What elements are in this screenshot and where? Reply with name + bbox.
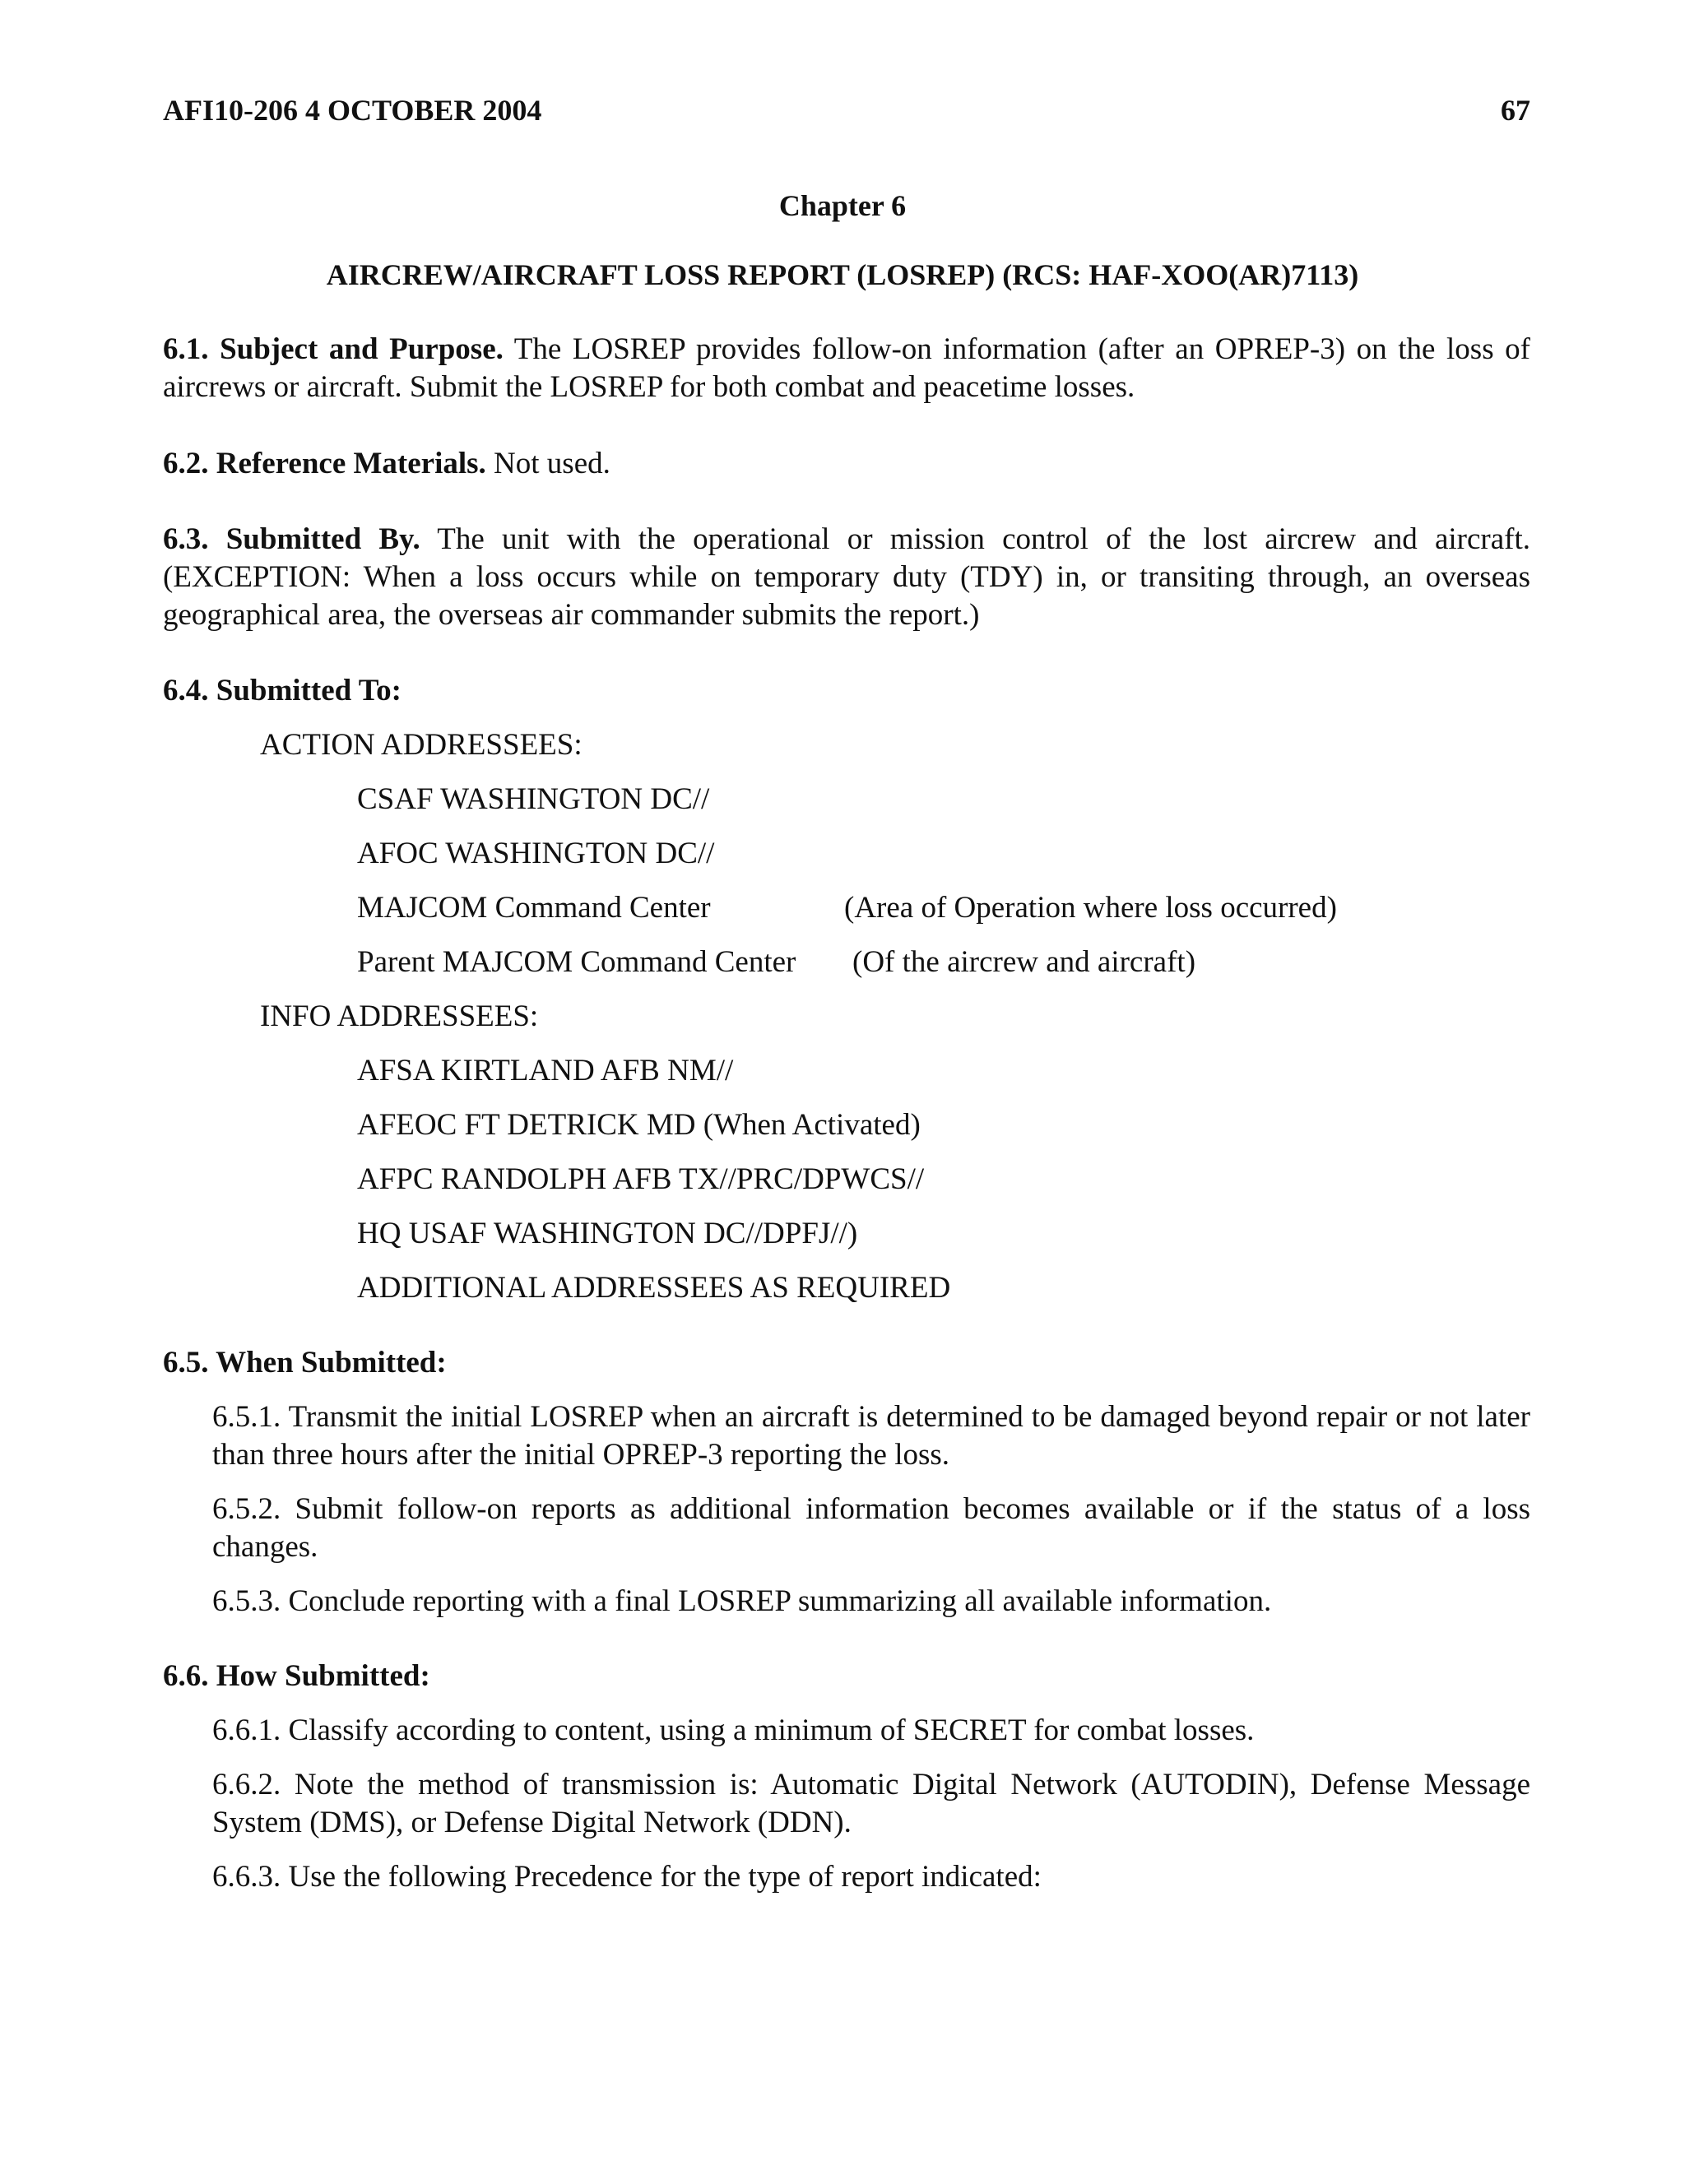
paragraph-6-5-3: 6.5.3. Conclude reporting with a final LOSREP summarizing all available information. <box>212 1584 1272 1618</box>
section-6-5-heading: 6.5. When Submitted: <box>163 1346 447 1379</box>
action-addressee-1: CSAF WASHINGTON DC// <box>357 782 710 816</box>
action-addressee-3-name: MAJCOM Command Center <box>357 891 711 925</box>
section-6-3-heading: 6.3. Submitted By. <box>163 522 420 556</box>
info-addressees-label: INFO ADDRESSEES: <box>260 999 539 1033</box>
info-addressee-5: ADDITIONAL ADDRESSEES AS REQUIRED <box>357 1271 951 1305</box>
paragraph-6-6-1: 6.6.1. Classify according to content, using a minimum of SECRET for combat losses. <box>212 1713 1255 1747</box>
chapter-label: Chapter 6 <box>778 189 907 222</box>
section-6-2-text: Not used. <box>485 447 610 480</box>
running-header-doc-id: AFI10-206 4 OCTOBER 2004 <box>163 94 542 127</box>
section-6-6-heading: 6.6. How Submitted: <box>163 1659 430 1693</box>
info-addressee-4: HQ USAF WASHINGTON DC//DPFJ//) <box>357 1217 858 1250</box>
action-addressee-2: AFOC WASHINGTON DC// <box>357 837 715 870</box>
action-addressee-4-note: (Of the aircrew and aircraft) <box>852 945 1196 979</box>
info-addressee-1: AFSA KIRTLAND AFB NM// <box>357 1054 734 1087</box>
paragraph-6-5-2: 6.5.2. Submit follow-on reports as additional information becomes available or if the status of a loss changes. <box>212 1492 1530 1564</box>
section-6-3-text: The unit with the operational or mission control of the lost aircrew and aircraft. (EXCEPTION: When a loss occurs while on temporary duty (TDY) in, or transiting through, an overseas geographical area, the overseas air commander submits the report.) <box>163 522 1530 632</box>
section-6-1 <box>163 331 1530 406</box>
paragraph-6-6-2: 6.6.2. Note the method of transmission is: Automatic Digital Network (AUTODIN), Defense Message System (DMS), or Defense Digital Network (DDN). <box>212 1768 1530 1839</box>
paragraph-6-6-3: 6.6.3. Use the following Precedence for the type of report indicated: <box>212 1860 1042 1894</box>
action-addressee-3 <box>357 889 1337 927</box>
section-6-2-heading: 6.2. Reference Materials. <box>163 447 486 480</box>
section-6-2 <box>163 445 1530 483</box>
action-addressee-4-name: Parent MAJCOM Command Center <box>357 945 796 979</box>
action-addressee-4 <box>357 944 1196 981</box>
action-addressees-label: ACTION ADDRESSEES: <box>260 728 583 762</box>
action-addressee-3-note: (Area of Operation where loss occurred) <box>844 891 1337 925</box>
chapter-title: AIRCREW/AIRCRAFT LOSS REPORT (LOSREP) (RCS: HAF-XOO(AR)7113) <box>326 258 1359 291</box>
section-6-1-heading: 6.1. Subject and Purpose. <box>163 332 504 366</box>
info-addressee-2: AFEOC FT DETRICK MD (When Activated) <box>357 1108 921 1142</box>
info-addressee-3: AFPC RANDOLPH AFB TX//PRC/DPWCS// <box>357 1162 925 1196</box>
section-6-3 <box>163 521 1530 634</box>
section-6-4-heading: 6.4. Submitted To: <box>163 674 402 707</box>
page-number: 67 <box>1501 94 1530 127</box>
paragraph-6-5-1: 6.5.1. Transmit the initial LOSREP when an aircraft is determined to be damaged beyond repair or not later than three hours after the initial OPREP-3 reporting the loss. <box>212 1400 1530 1472</box>
section-6-1-text: The LOSREP provides follow-on information (after an OPREP-3) on the loss of aircrews or aircraft. Submit the LOSREP for both combat and peacetime losses. <box>163 332 1530 404</box>
